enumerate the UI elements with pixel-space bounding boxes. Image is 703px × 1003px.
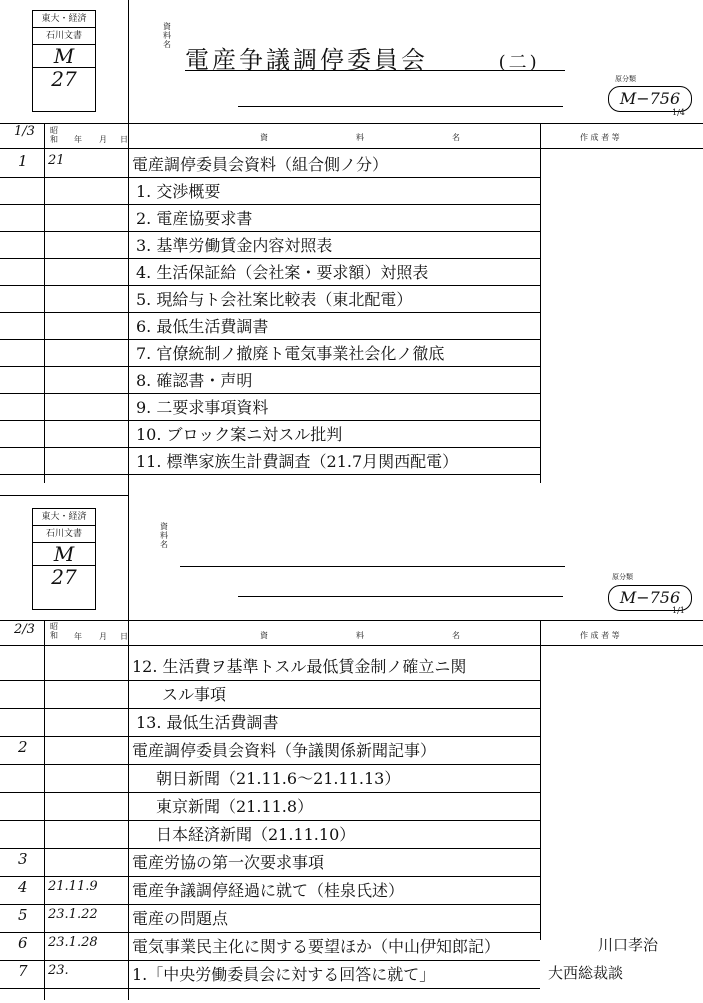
row-material: 4. 生活保証給（会社案・要求額）対照表 xyxy=(136,263,429,282)
row-material: 電産調停委員会資料（争議関係新聞記事） xyxy=(132,741,437,760)
row-number: 5 xyxy=(18,906,28,924)
stamp-hand-1: M xyxy=(33,45,95,68)
row-author: 大西総裁談 xyxy=(548,964,624,982)
header-material: 資 料 名 xyxy=(260,133,500,142)
row-material: 電産労協の第一次要求事項 xyxy=(132,853,325,872)
row-material: 6. 最低生活費調書 xyxy=(136,317,269,336)
row-material: 11. 標準家族生計費調査（21.7月関西配電） xyxy=(136,452,459,471)
header-day: 日 xyxy=(120,135,128,144)
sheet-number-2: 2/3 xyxy=(14,622,35,637)
row-date: 21.11.9 xyxy=(48,879,98,894)
row-material: 13. 最低生活費調書 xyxy=(136,713,279,732)
row-material: 電産の問題点 xyxy=(132,909,229,928)
row-number: 1 xyxy=(18,152,28,170)
row-material: 7. 官僚統制ノ撤廃ト電気事業社会化ノ徹底 xyxy=(136,344,445,363)
row-material: 9. 二要求事項資料 xyxy=(136,398,269,417)
row-material: 10. ブロック案ニ対スル批判 xyxy=(136,425,343,444)
row-number: 7 xyxy=(18,962,28,980)
classification-sub-2: 1/1 xyxy=(672,606,685,615)
archive-stamp xyxy=(32,10,96,112)
classification-code-2: M−756 xyxy=(619,588,681,607)
stamp-line2: 石川文書 xyxy=(33,28,95,45)
classification-code: M−756 xyxy=(619,89,681,108)
header2-year: 年 xyxy=(74,632,82,641)
row-material: 2. 電産協要求書 xyxy=(136,209,253,228)
row-material: スル事項 xyxy=(162,685,227,704)
row-number: 6 xyxy=(18,934,28,952)
doc-label-2: 資料名 xyxy=(160,522,168,549)
row-material: 8. 確認書・声明 xyxy=(136,371,253,390)
row-material: 電産調停委員会資料（組合側ノ分） xyxy=(132,155,389,174)
header2-material: 資 料 名 xyxy=(260,631,500,640)
stamp2-hand-2: 27 xyxy=(51,565,77,589)
row-material: 電産争議調停経過に就て（桂泉氏述） xyxy=(132,881,405,900)
stamp2-hand-1: M xyxy=(33,543,95,566)
row-material: 1. 交渉概要 xyxy=(136,182,221,201)
row-number: 2 xyxy=(18,738,28,756)
header2-month: 月 xyxy=(99,632,107,641)
doc-label: 資料名 xyxy=(163,22,171,49)
header2-era: 昭和 xyxy=(50,622,58,640)
stamp2-line1: 東大・経済 xyxy=(33,509,95,526)
header-author: 作 成 者 等 xyxy=(580,133,620,142)
title-text: 電産争議調停委員会 xyxy=(185,46,428,74)
row-material: 3. 基準労働賃金内容対照表 xyxy=(136,236,333,255)
row-number: 3 xyxy=(18,850,28,868)
page-title xyxy=(185,40,565,74)
row-number: 4 xyxy=(18,878,28,896)
header2-author: 作 成 者 等 xyxy=(580,631,620,640)
classification-label: 原分類 xyxy=(615,75,636,83)
classification-sub: 1/4 xyxy=(672,108,685,117)
header2-day: 日 xyxy=(120,632,128,641)
row-material: 日本経済新聞（21.11.10） xyxy=(156,825,356,844)
row-material: 朝日新聞（21.11.6〜21.11.13） xyxy=(156,769,401,788)
row-material: 5. 現給与ト会社案比較表（東北配電） xyxy=(136,290,413,309)
row-date: 23.1.22 xyxy=(48,907,98,922)
row-material: 1.「中央労働委員会に対する回答に就て」 xyxy=(132,965,436,984)
stamp-hand-2: 27 xyxy=(51,67,77,91)
row-material: 12. 生活費ヲ基準トスル最低賃金制ノ確立ニ関 xyxy=(132,657,467,676)
row-date: 23. xyxy=(48,963,69,978)
row-material: 東京新聞（21.11.8） xyxy=(156,797,314,816)
archive-stamp-2 xyxy=(32,508,96,610)
stamp2-line2: 石川文書 xyxy=(33,526,95,543)
header-month: 月 xyxy=(99,135,107,144)
header-year: 年 xyxy=(74,135,82,144)
row-date: 23.1.28 xyxy=(48,935,98,950)
stamp-line1: 東大・経済 xyxy=(33,11,95,28)
row-author: 川口孝治 xyxy=(598,936,659,954)
row-date: 21 xyxy=(48,153,65,168)
classification-label-2: 原分類 xyxy=(612,573,633,581)
sheet-number: 1/3 xyxy=(14,124,35,139)
title-suffix: (二) xyxy=(498,52,540,73)
row-material: 電気事業民主化に関する要望ほか（中山伊知郎記） xyxy=(132,937,501,956)
header-era: 昭和 xyxy=(50,126,58,144)
